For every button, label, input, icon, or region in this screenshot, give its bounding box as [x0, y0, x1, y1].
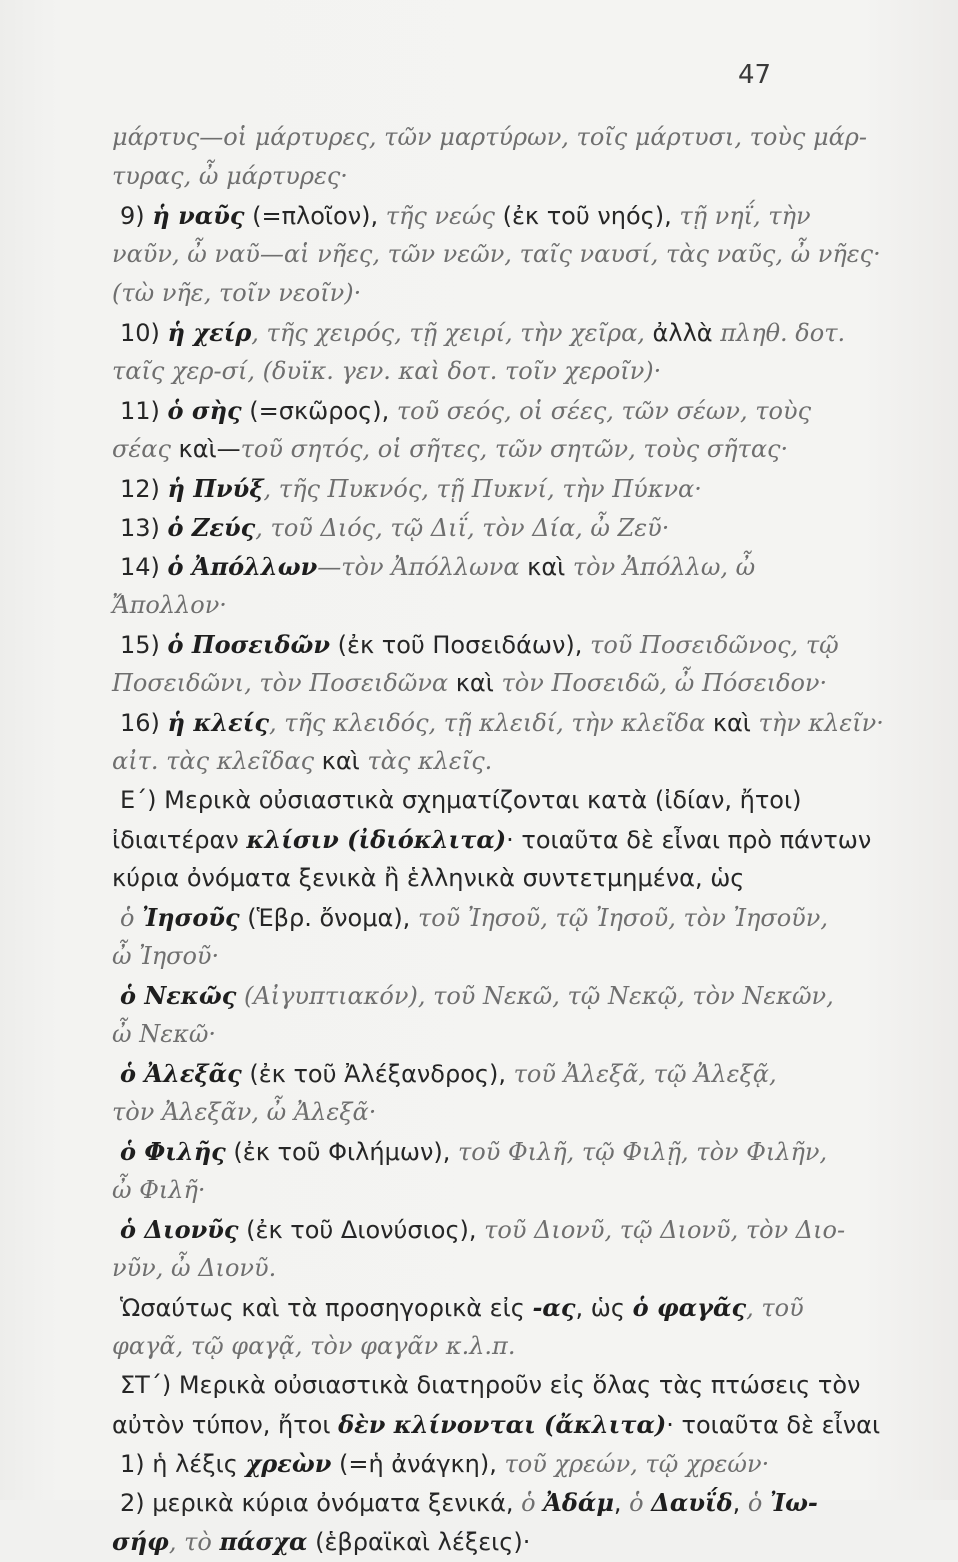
text-segment: αὐτὸν τύπον, ἤτοι [112, 1411, 339, 1439]
text-segment: (ἐκ τοῦ Διονύσιος), [238, 1216, 485, 1244]
text-segment: (ἐκ τοῦ Ἀλέξανδρος), [241, 1060, 514, 1088]
text-segment: ὁ Ἀλεξᾶς [120, 1059, 242, 1088]
text-segment: (τὼ νῆε, τοῖν νεοῖν)· [112, 279, 362, 307]
text-segment: τοῦ σητός, οἱ σῆτες, τῶν σητῶν, τοὺς σῆτας· [240, 435, 789, 463]
text-segment: , ὡς [575, 1294, 633, 1322]
text-segment: νῦν, ὦ Διονῦ. [112, 1254, 277, 1282]
text-segment: (ἐκ τοῦ Ποσειδάων), [330, 631, 591, 659]
text-line [112, 1288, 824, 1327]
text-segment: · τοιαῦτα δὲ εἶναι [666, 1411, 881, 1439]
text-segment: τοῦ σεός, οἱ σέες, τῶν σέων, τοὺς [396, 397, 812, 425]
text-line [112, 1366, 861, 1405]
text-segment: αἰτ. τὰς κλεῖδας [112, 747, 322, 775]
text-segment: πάσχα [219, 1527, 308, 1556]
text-segment: (ἑβραϊκαὶ λέξεις)· [307, 1528, 531, 1556]
text-line [112, 235, 881, 274]
text-segment: , τῆς κλειδός, τῇ κλειδί, τὴν κλεῖδα [268, 709, 713, 737]
text-segment: τοῦ Ποσειδῶνος, τῷ [590, 631, 839, 659]
text-segment: ταῖς χερ-σί, (δυϊκ. γεν. [112, 357, 399, 385]
text-segment: (ἐκ τοῦ Φιλήμων), [225, 1138, 458, 1166]
text-line [112, 625, 839, 664]
text-line [112, 157, 824, 196]
text-line [112, 742, 824, 781]
text-line [112, 430, 824, 469]
text-segment: ὁ φαγᾶς [632, 1293, 747, 1322]
text-segment: · τοιαῦτα δὲ εἶναι πρὸ πάντων [506, 826, 872, 854]
text-line [112, 1405, 881, 1444]
text-segment: Ἰησοῦς [142, 903, 240, 932]
text-segment: Ἰω- [769, 1488, 818, 1517]
text-segment: —τὸν Ἀπόλλωνα [317, 553, 528, 581]
text-segment: ἡ χείρ [167, 318, 252, 347]
text-segment: ναῦν, ὦ ναῦ—αἱ νῆες, τῶν νεῶν, ταῖς ναυσί, τὰς ναῦς, ὦ νῆες· [112, 240, 881, 268]
text-segment: δοτ. τοῖν χεροῖν)· [439, 357, 662, 385]
text-segment: 16) [120, 709, 168, 737]
text-line [112, 1327, 824, 1366]
text-line [112, 313, 846, 352]
text-segment: (Ἑβρ. ὄνομα), [239, 904, 418, 932]
text-segment: καὶ [455, 669, 494, 697]
text-segment: ὦ Νεκῶ· [112, 1020, 217, 1048]
text-segment: 2) μερικὰ κύρια ὀνόματα ξενικά, [120, 1489, 522, 1517]
text-segment: 9) [120, 202, 153, 230]
text-segment: ἡ ναῦς [152, 201, 245, 230]
text-segment: Δαυΐδ [651, 1488, 733, 1517]
text-segment: σέας [112, 435, 179, 463]
text-line [112, 1171, 824, 1210]
text-segment: , τοῦ [746, 1294, 804, 1322]
text-segment: 15) [120, 631, 168, 659]
text-segment: τοῦ χρεών, τῷ χρεών· [504, 1450, 770, 1478]
text-segment: ΣΤ΄) Μερικὰ οὐσιαστικὰ διατηροῦν εἰς ὅλας τὰς πτώσεις τὸν [120, 1371, 861, 1399]
text-line [112, 703, 884, 742]
text-segment: ὁ Ποσειδῶν [167, 630, 330, 659]
text-segment: τοῦ Ἰησοῦ, τῷ Ἰησοῦ, τὸν Ἰησοῦν, [417, 904, 828, 932]
text-segment: καὶ [712, 709, 751, 737]
text-segment: ὁ Ἀπόλλων [167, 552, 318, 581]
text-segment: τὸν Ἀλεξᾶν, ὦ Ἀλεξᾶ· [112, 1098, 377, 1126]
text-segment: φαγᾶ, τῷ φαγᾷ, τὸν φαγᾶν κ.λ.π. [112, 1332, 516, 1360]
text-line [112, 820, 872, 859]
text-segment: χρεὼν [245, 1449, 332, 1478]
text-line [112, 859, 824, 898]
text-segment: , τοῦ Διός, τῷ Διΐ, τὸν Δία, ὦ Ζεῦ· [255, 514, 670, 542]
text-segment: καὶ [321, 747, 360, 775]
text-line [112, 976, 834, 1015]
text-segment: κλίσιν (ἰδιόκλιτα) [246, 825, 507, 854]
text-line [112, 118, 868, 157]
text-segment: ὁ [747, 1489, 770, 1517]
text-segment: , [732, 1489, 748, 1517]
text-segment: (ἐκ τοῦ νηός), [494, 202, 680, 230]
text-segment: τὸν Ἀπόλλω, ὦ [565, 553, 756, 581]
page-number: 47 [738, 60, 772, 90]
text-segment: 10) [120, 319, 168, 347]
text-segment: (=σκῶρος), [241, 397, 397, 425]
text-line [112, 469, 824, 508]
text-segment: ὦ Φιλῆ· [112, 1176, 206, 1204]
text-segment: ὁ Ζεύς [167, 513, 256, 542]
text-segment: ὁ σὴς [167, 396, 242, 425]
text-segment: 11) [120, 397, 168, 425]
text-segment: 14) [120, 553, 168, 581]
text-segment: Ποσειδῶνι, τὸν Ποσειδῶνα [112, 669, 456, 697]
text-line [112, 547, 824, 586]
text-line [112, 274, 824, 313]
text-line [112, 1015, 824, 1054]
text-segment: Ἀδάμ [543, 1488, 614, 1517]
text-segment: ἰδιαιτέραν [112, 826, 247, 854]
text-segment: μάρτυς—οἱ μάρτυρες, τῶν μαρτύρων, τοῖς μάρτυσι, τοὺς μάρ- [112, 123, 868, 151]
text-segment: τοῦ Φιλῆ, τῷ Φιλῇ, τὸν Φιλῆν, [458, 1138, 828, 1166]
text-line [112, 586, 824, 625]
text-line [112, 508, 824, 547]
text-segment: ἡ κλείς [167, 708, 269, 737]
text-segment: Ε΄) Μερικὰ οὐσιαστικὰ σχηματίζονται κατὰ (ἰδίαν, ἤτοι) [120, 786, 802, 814]
text-segment: τὴν κλεῖν· [750, 709, 884, 737]
text-segment: ὁ [120, 904, 143, 932]
text-line [112, 1483, 824, 1522]
text-segment: τῇ νηΐ, τὴν [679, 202, 811, 230]
text-line [112, 898, 828, 937]
text-line [112, 1444, 824, 1483]
text-segment: , τῆς Πυκνός, τῇ Πυκνί, τὴν Πύκνα· [263, 475, 702, 503]
text-line [112, 1132, 828, 1171]
text-line [112, 196, 824, 235]
text-line [112, 1522, 824, 1561]
text-segment: ὁ Διονῦς [120, 1215, 239, 1244]
text-segment: Ἄπολλον· [112, 591, 227, 619]
text-segment: 12) [120, 475, 168, 503]
text-segment: κύρια ὀνόματα ξενικὰ ἢ ἑλληνικὰ συντετμημένα, ὡς [112, 864, 745, 892]
text-segment: ὁ Φιλῆς [120, 1137, 226, 1166]
text-line [112, 1249, 824, 1288]
text-segment: ὁ [521, 1489, 544, 1517]
text-line [112, 781, 824, 820]
text-segment: δὲν κλίνονται (ἄκλιτα) [338, 1410, 667, 1439]
text-segment: (=πλοῖον), [244, 202, 386, 230]
text-segment: τοῦ Ἀλεξᾶ, τῷ Ἀλεξᾷ, [513, 1060, 777, 1088]
text-line [112, 664, 828, 703]
text-segment: , [613, 1489, 630, 1517]
text-line [112, 1054, 824, 1093]
text-line [112, 1093, 824, 1132]
text-line [112, 391, 824, 430]
text-segment: (=ἡ ἀνάγκη), [331, 1450, 505, 1478]
text-segment: τὰς κλεῖς. [359, 747, 493, 775]
text-segment: σήφ [112, 1527, 169, 1556]
text-segment: ὁ Νεκῶς [120, 981, 237, 1010]
text-segment: ὁ [629, 1489, 652, 1517]
text-segment: , τὸ [168, 1528, 220, 1556]
text-segment: (Αἰγυπτιακόν), τοῦ Νεκῶ, τῷ Νεκῷ, τὸν Νεκῶν, [236, 982, 834, 1010]
text-segment: τὸν Ποσειδῶ, ὦ Πόσειδον· [493, 669, 828, 697]
text-body [112, 118, 884, 1561]
text-segment: πληθ. δοτ. [720, 319, 846, 347]
text-segment: 1) ἡ λέξις [120, 1450, 246, 1478]
text-line [112, 1210, 846, 1249]
text-segment: ὦ Ἰησοῦ· [112, 942, 220, 970]
text-segment: καὶ— [178, 435, 241, 463]
text-segment: ἀλλὰ [652, 319, 721, 347]
text-segment: , τῆς χειρός, τῇ χειρί, τὴν χεῖρα, [251, 319, 653, 347]
text-segment: -ας [532, 1293, 576, 1322]
text-segment: τυρας, ὦ μάρτυρες· [112, 162, 348, 190]
text-segment: Ὡσαύτως καὶ τὰ προσηγορικὰ εἰς [120, 1294, 533, 1322]
text-segment: καὶ [527, 553, 566, 581]
text-segment: 13) [120, 514, 168, 542]
text-segment: τῆς νεώς [385, 202, 495, 230]
text-line [112, 937, 824, 976]
text-segment: καὶ [398, 357, 440, 385]
text-segment: τοῦ Διονῦ, τῷ Διονῦ, τὸν Διο- [484, 1216, 846, 1244]
text-line [112, 352, 824, 391]
text-segment: ἡ Πνύξ [167, 474, 264, 503]
